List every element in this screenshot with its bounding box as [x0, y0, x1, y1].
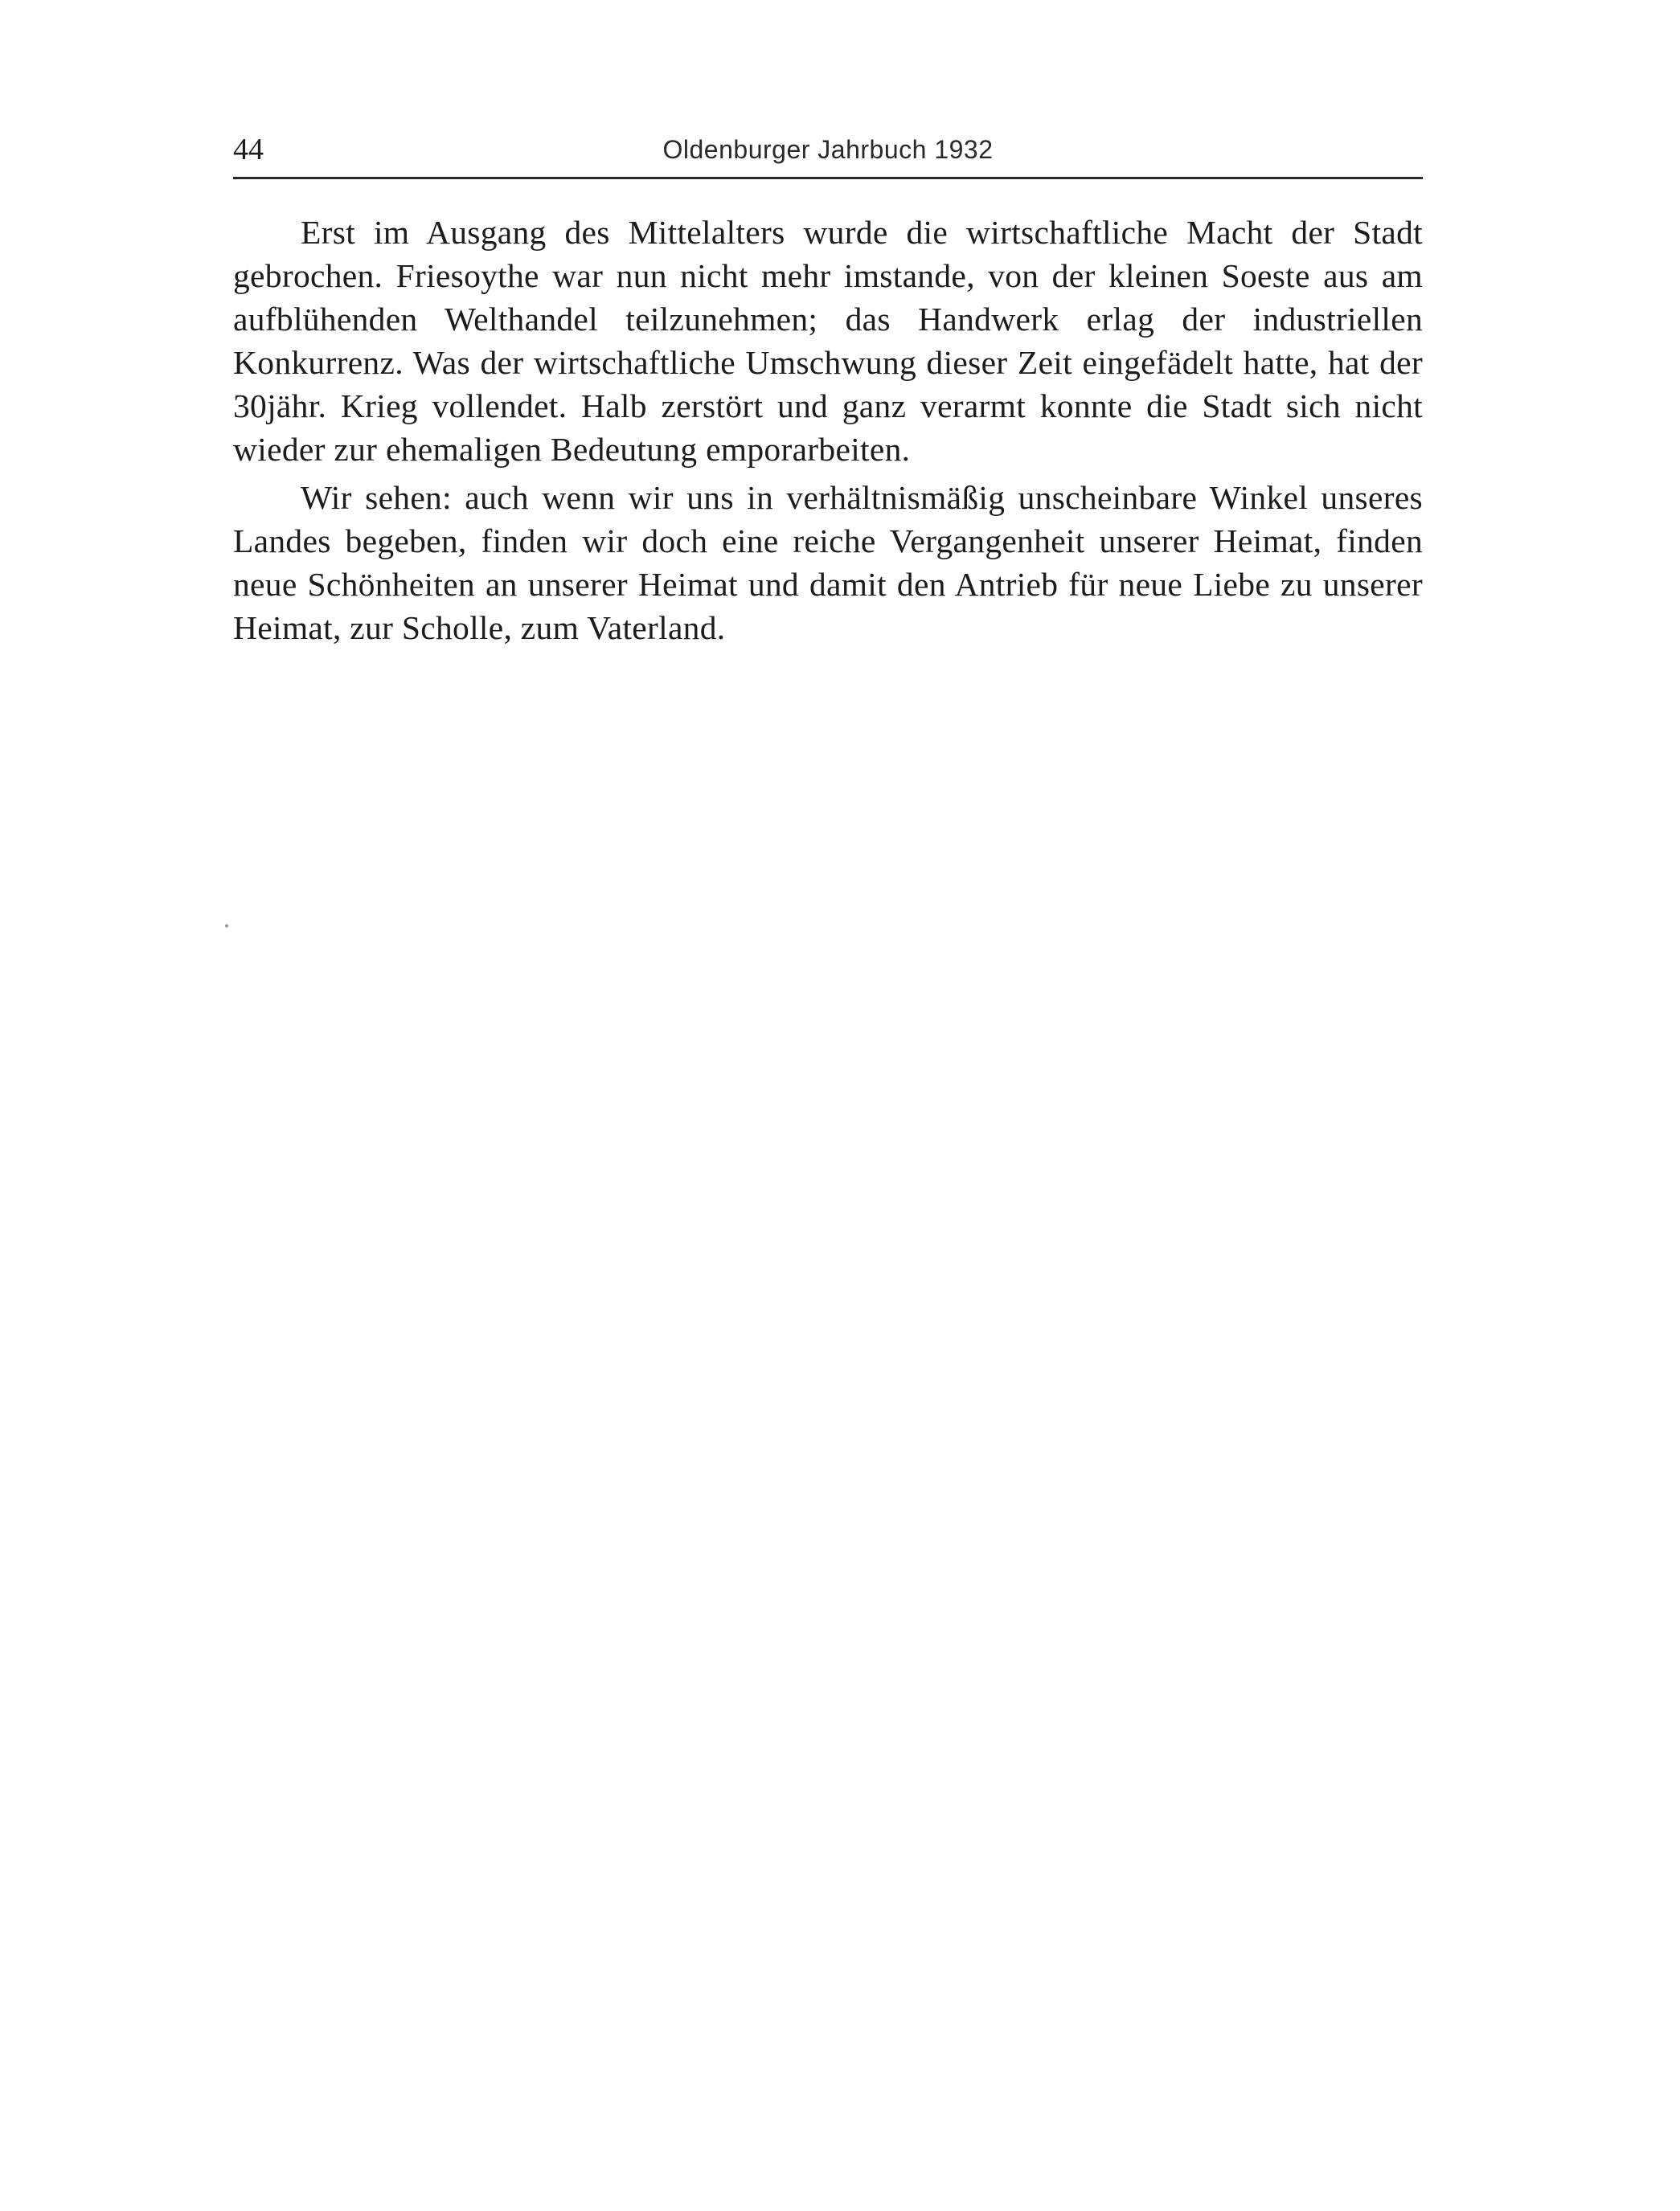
- body-text: [233, 211, 1423, 649]
- running-head: [233, 129, 1423, 179]
- page-number: 44: [233, 133, 264, 166]
- running-title: Oldenburger Jahrbuch 1932: [662, 135, 994, 164]
- scan-speck: [225, 924, 228, 927]
- paragraph: Erst im Ausgang des Mittelalters wurde die wirtschaftliche Macht der Stadt gebrochen. Friesoythe war nun nicht mehr imstande, von der kleinen Soeste aus am aufblühenden Welthandel teilzunehmen; das Handwerk erlag der industriellen Konkurrenz. Was der wirtschaftliche Umschwung dieser Zeit eingefädelt hatte, hat der 30jähr. Krieg vollendet. Halb zerstört und ganz verarmt konnte die Stadt sich nicht wieder zur ehemaligen Bedeutung emporarbeiten.: [233, 214, 1423, 468]
- paragraph: Wir sehen: auch wenn wir uns in verhältnismäßig unscheinbare Winkel unseres Landes begeben, finden wir doch eine reiche Vergangenheit unserer Heimat, finden neue Schönheiten an unserer Heimat und damit den Antrieb für neue Liebe zu unserer Heimat, zur Scholle, zum Vaterland.: [233, 479, 1423, 646]
